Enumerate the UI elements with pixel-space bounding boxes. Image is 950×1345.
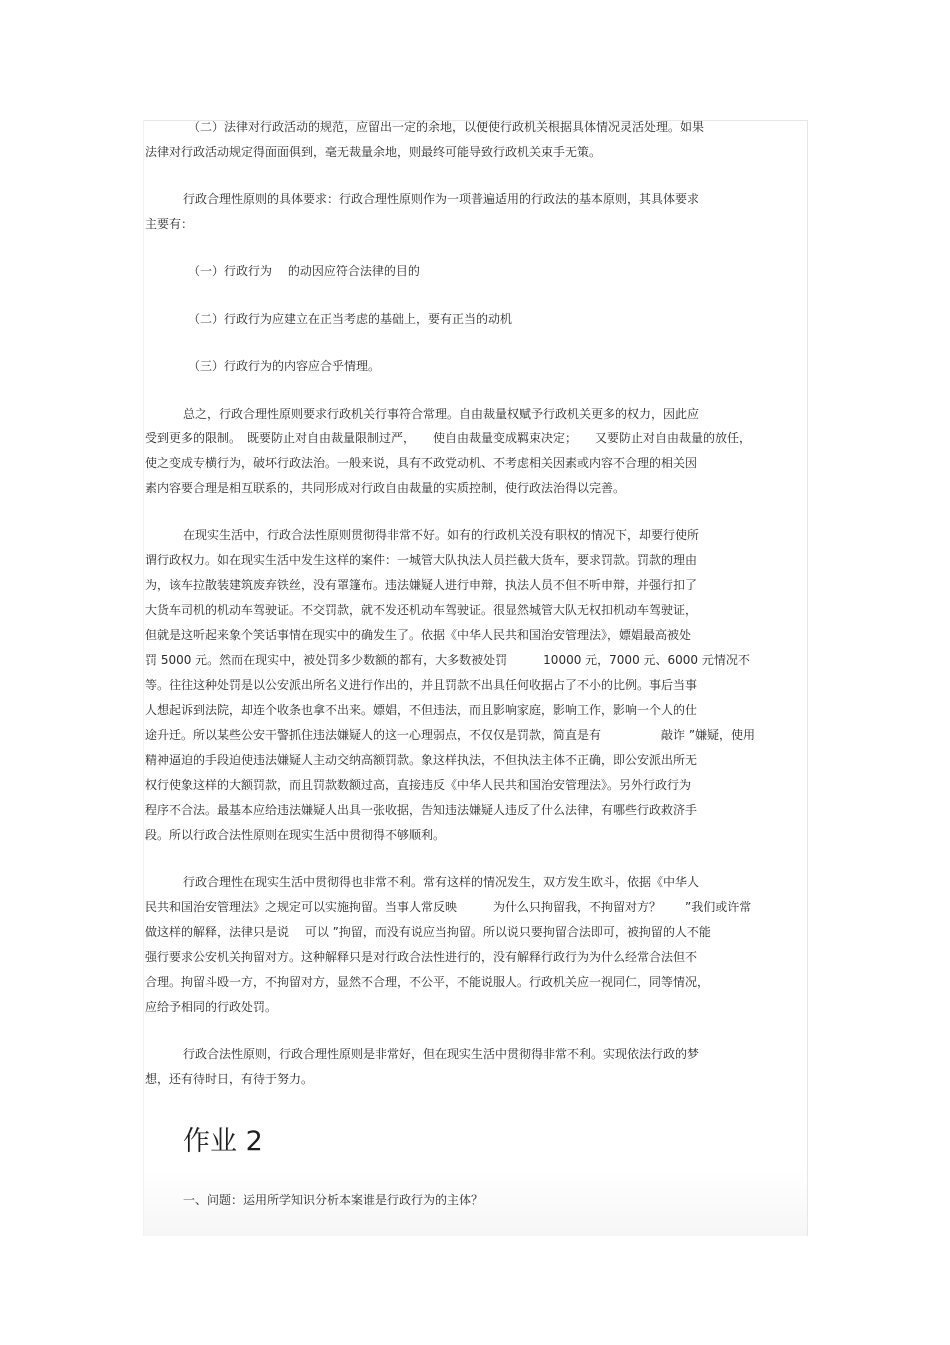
text-line: （二）行政行为应建立在正当考虑的基础上，要有正当的动机 [188,312,513,326]
text-line: 做这样的解释，法律只是说 可以 ”拘留，而没有说应当拘留。所以说只要拘留合法即可，被拘留的人不能 [145,925,711,939]
question-line: 一、问题：运用所学知识分析本案谁是行政行为的主体？ [183,1193,484,1207]
text-line: 程序不合法。最基本应给违法嫌疑人出具一张收据，告知违法嫌疑人违反了什么法律，有哪些行政救济手 [145,803,698,817]
text-line: 为，该车拉散装建筑废弃铁丝，没有罩篷布。违法嫌疑人进行申辩，执法人员不但不听申辩，并强行扣了 [145,578,698,592]
text-line: （三）行政行为的内容应合乎情理。 [188,359,381,373]
text-line: 但就是这听起来象个笑话事情在现实中的确发生了。依据《中华人民共和国治安管理法》，嫖娼最高被处 [145,628,692,642]
text-line: 人想起诉到法院，却连个收条也拿不出来。嫖娼，不但违法，而且影响家庭，影响工作，影响一个人的仕 [145,703,698,717]
text-line: 大货车司机的机动车驾驶证。不交罚款，就不发还机动车驾驶证。很显然城管大队无权扣机动车驾驶证， [145,603,698,617]
section-heading: 作业 2 [183,1126,263,1157]
text-line: 权行使象这样的大额罚款，而且罚款数额过高，直接违反《中华人民共和国治安管理法》。另外行政行为 [145,778,692,792]
text-line: 合理。拘留斗殴一方，不拘留对方，显然不合理，不公平，不能说服人。行政机关应一视同仁，同等情况， [145,975,710,989]
text-line: （一）行政行为 的动因应符合法律的目的 [188,264,420,278]
text-line: 应给予相同的行政处罚。 [145,1000,278,1014]
text-line: 民共和国治安管理法》之规定可以实施拘留。当事人常反映 为什么只拘留我，不拘留对方？ ”我们或许常 [145,900,752,914]
text-line: 途升迁。所以某些公安干警抓住违法嫌疑人的这一心理弱点，不仅仅是罚款，简直是有 敲诈 ”嫌疑，使用 [145,728,756,742]
text-line: 谓行政权力。如在现实生活中发生这样的案件：一城管大队执法人员拦截大货车，要求罚款。罚款的理由 [145,553,698,567]
text-line: 段。所以行政合法性原则在现实生活中贯彻得不够顺利。 [145,828,446,842]
text-line: 素内容要合理是相互联系的，共同形成对行政自由裁量的实质控制，使行政法治得以完善。 [145,481,626,495]
text-line: 强行要求公安机关拘留对方。这种解释只是对行政合法性进行的，没有解释行政行为为什么经常合法但不 [145,950,698,964]
text-line: 在现实生活中，行政合法性原则贯彻得非常不好。如有的行政机关没有职权的情况下，却要行使所 [183,528,700,542]
text-line: 受到更多的限制。 既要防止对自由裁量限制过严， 使自由裁量变成羁束决定； 又要防止对自由裁量的放任， [145,431,752,445]
text-line: （二）法律对行政活动的规范，应留出一定的余地，以便使行政机关根据具体情况灵活处理。如果 [188,120,705,134]
text-line: 想，还有待时日，有待于努力。 [145,1072,314,1086]
text-line: 法律对行政活动规定得面面俱到，毫无裁量余地，则最终可能导致行政机关束手无策。 [145,145,602,159]
text-line: 精神逼迫的手段迫使违法嫌疑人主动交纳高额罚款。象这样执法，不但执法主体不正确，即公安派出所无 [145,753,698,767]
text-line: 总之，行政合理性原则要求行政机关行事符合常理。自由裁量权赋予行政机关更多的权力，因此应 [183,407,700,421]
text-line: 使之变成专横行为，破坏行政法治。一般来说，具有不政党动机、不考虑相关因素或内容不合理的相关因 [145,456,698,470]
text-line: 罚 5000 元。然而在现实中，被处罚多少数额的都有，大多数被处罚 10000 元，7000 元、6000 元情况不 [145,653,750,667]
text-line: 等。往往这种处罚是以公安派出所名义进行作出的，并且罚款不出具任何收据占了不小的比例。事后当事 [145,678,698,692]
text-line: 行政合理性在现实生活中贯彻得也非常不利。常有这样的情况发生，双方发生欧斗，依据《中华人 [183,875,700,889]
text-line: 主要有： [145,217,194,231]
text-line: 行政合理性原则的具体要求：行政合理性原则作为一项普遍适用的行政法的基本原则，其具体要求 [183,192,700,206]
text-line: 行政合法性原则，行政合理性原则是非常好，但在现实生活中贯彻得非常不利。实现依法行政的梦 [183,1047,700,1061]
